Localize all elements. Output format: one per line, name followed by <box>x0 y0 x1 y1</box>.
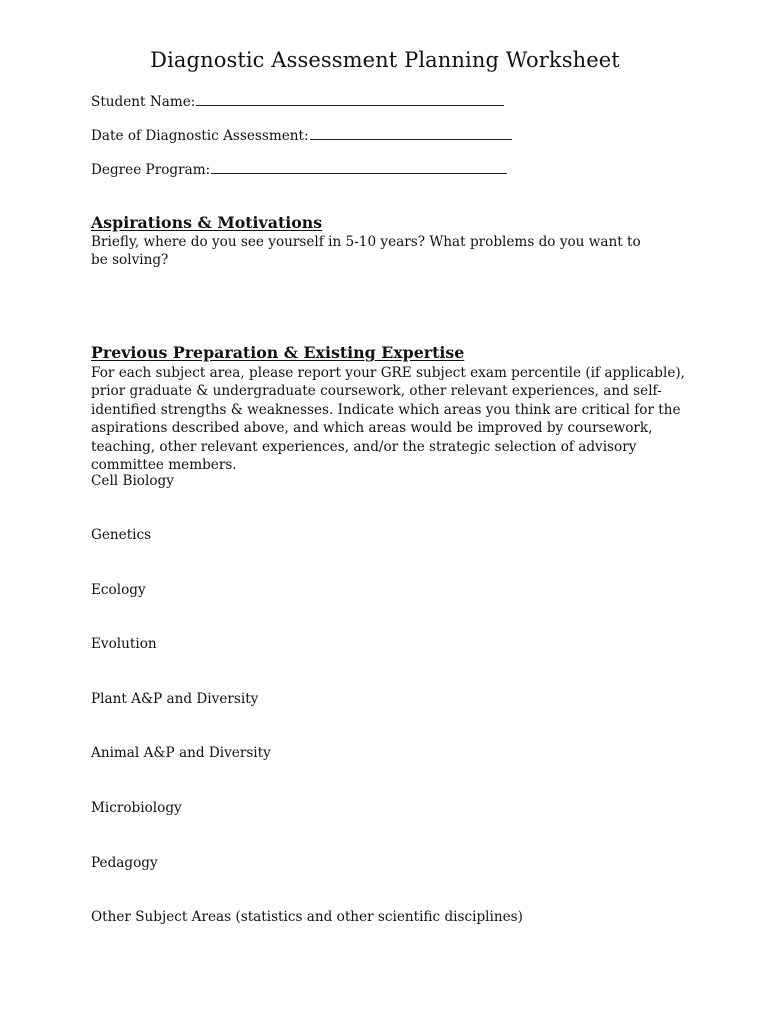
subject-microbiology: Microbiology <box>91 800 182 816</box>
subject-ecology: Ecology <box>91 582 146 598</box>
assessment-date-field <box>91 127 512 144</box>
assessment-date-label: Date of Diagnostic Assessment: <box>91 128 309 144</box>
subject-pedagogy: Pedagogy <box>91 855 158 871</box>
page-title: Diagnostic Assessment Planning Worksheet <box>150 48 620 72</box>
degree-program-blank[interactable] <box>211 161 507 174</box>
degree-program-field <box>91 161 507 178</box>
student-name-label: Student Name: <box>91 94 196 110</box>
aspirations-heading: Aspirations & Motivations <box>91 213 323 232</box>
subject-plant-ap: Plant A&P and Diversity <box>91 691 259 707</box>
subject-animal-ap: Animal A&P and Diversity <box>91 745 271 761</box>
subject-genetics: Genetics <box>91 527 152 543</box>
student-name-blank[interactable] <box>196 93 504 106</box>
assessment-date-blank[interactable] <box>310 127 512 140</box>
subject-other-areas: Other Subject Areas (statistics and other scientific disciplines) <box>91 909 523 925</box>
subject-evolution: Evolution <box>91 636 157 652</box>
degree-program-label: Degree Program: <box>91 162 211 178</box>
aspirations-prompt: Briefly, where do you see yourself in 5-10 years? What problems do you want to be solving? <box>91 234 641 269</box>
preparation-prompt: For each subject area, please report your GRE subject exam percentile (if applicable), prior graduate & undergraduate coursework, other relevant experiences, and self-identified strengths & weaknesses. Indicate which areas you think are critical for the aspirations described above, and which areas would be improved by coursework, teaching, other relevant experiences, and/or the strategic selection of advisory committee members. <box>91 365 685 474</box>
preparation-heading: Previous Preparation & Existing Expertise <box>91 343 465 362</box>
student-name-field <box>91 93 504 110</box>
subject-cell-biology: Cell Biology <box>91 473 174 489</box>
